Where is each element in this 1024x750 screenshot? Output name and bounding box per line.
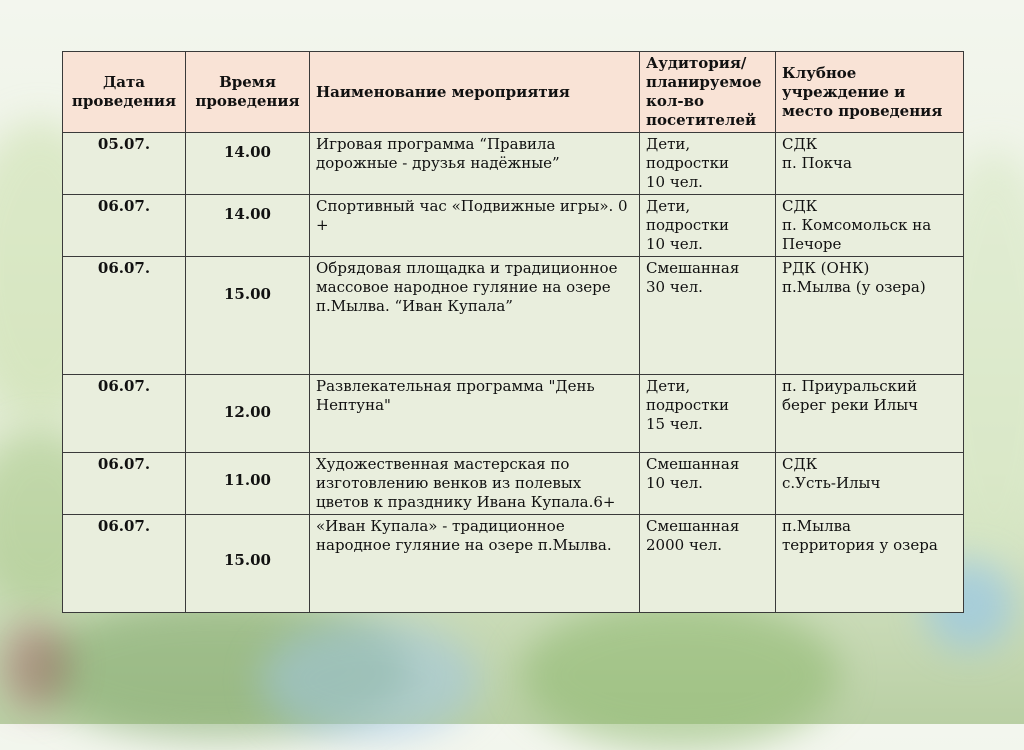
audience-line: Дети, [646,377,691,395]
cell-time: 15.00 [186,257,310,375]
events-table [62,51,964,613]
table-row [63,133,964,195]
header-place: Клубное учреждение и место проведения [776,52,964,133]
audience-line: 10 чел. [646,235,703,253]
audience-line: 10 чел. [646,173,703,191]
place-line: п. Приуральский [782,377,918,395]
cell-time: 15.00 [186,515,310,613]
cell-audience [640,453,776,515]
cell-event-name: Обрядовая площадка и традиционное массовое народное гуляние на озере п.Мылва. “Иван Купала” [310,257,640,375]
cell-event-name: Художественная мастерская по изготовлению венков из полевых цветов к празднику Ивана Купала.6+ [310,453,640,515]
cell-audience [640,375,776,453]
place-line: СДК [782,455,818,473]
audience-line: 15 чел. [646,415,703,433]
cell-date: 05.07. [63,133,186,195]
place-line: с.Усть-Илыч [782,474,881,492]
audience-line: Смешанная [646,259,740,277]
background-flower [0,620,70,710]
cell-date: 06.07. [63,375,186,453]
audience-line: подростки [646,154,729,172]
place-line: СДК [782,197,818,215]
place-line: п.Мылва [782,517,851,535]
cell-date: 06.07. [63,195,186,257]
cell-audience [640,133,776,195]
cell-place [776,515,964,613]
cell-time: 12.00 [186,375,310,453]
cell-place [776,257,964,375]
place-line: п.Мылва (у озера) [782,278,926,296]
audience-line: Дети, [646,197,691,215]
audience-line: подростки [646,396,729,414]
audience-line: 10 чел. [646,474,703,492]
audience-line: Смешанная [646,455,740,473]
table-header-row [63,52,964,133]
cell-event-name: Развлекательная программа "День Нептуна" [310,375,640,453]
place-line: СДК [782,135,818,153]
table-row [63,375,964,453]
cell-event-name: «Иван Купала» - традиционное народное гуляние на озере п.Мылва. [310,515,640,613]
background-foliage [520,600,840,750]
audience-line: Дети, [646,135,691,153]
cell-date: 06.07. [63,515,186,613]
cell-event-name: Игровая программа “Правила дорожные - друзья надёжные” [310,133,640,195]
place-line: п. Комсомольск на Печоре [782,216,932,253]
cell-audience [640,257,776,375]
table-row [63,195,964,257]
header-event-name: Наименование мероприятия [310,52,640,133]
background-flowers [260,620,480,740]
cell-place [776,133,964,195]
place-line: п. Покча [782,154,852,172]
cell-place [776,195,964,257]
place-line: РДК (ОНК) [782,259,870,277]
cell-audience [640,195,776,257]
cell-audience [640,515,776,613]
cell-time: 11.00 [186,453,310,515]
header-date: Дата проведения [63,52,186,133]
cell-place [776,375,964,453]
audience-line: Смешанная [646,517,740,535]
table-row [63,453,964,515]
place-line: берег реки Илыч [782,396,919,414]
cell-time: 14.00 [186,133,310,195]
audience-line: 2000 чел. [646,536,723,554]
table-row [63,257,964,375]
header-time: Время проведения [186,52,310,133]
header-audience: Аудитория/ планируемое кол-во посетителей [640,52,776,133]
cell-place [776,453,964,515]
place-line: территория у озера [782,536,938,554]
cell-date: 06.07. [63,453,186,515]
cell-event-name: Спортивный час «Подвижные игры». 0 + [310,195,640,257]
cell-time: 14.00 [186,195,310,257]
audience-line: подростки [646,216,729,234]
cell-date: 06.07. [63,257,186,375]
audience-line: 30 чел. [646,278,703,296]
table-row [63,515,964,613]
